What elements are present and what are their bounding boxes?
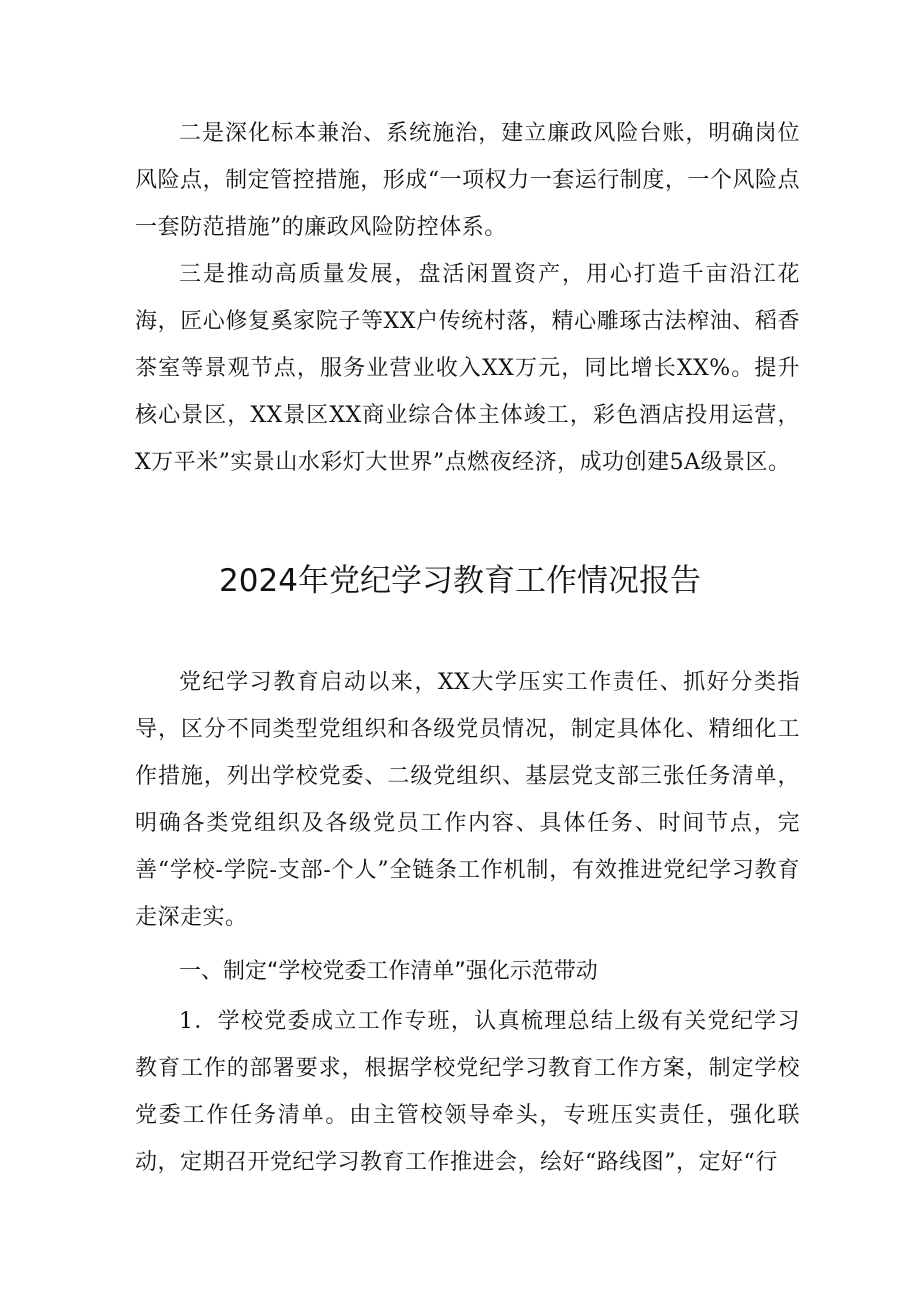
body-paragraph: 三是推动高质量发展，盘活闲置资产，用心打造千亩沿江花海，匠心修复奚家院子等XX户传统村落，精心雕琢古法榨油、稻香茶室等景观节点，服务业营业收入XX万元，同比增长XX%。提升核心景区，XX景区XX商业综合体主体竣工，彩色酒店投用运营，X万平米”实景山水彩灯大世界”点燃夜经济，成功创建5A级景区。	[135, 262, 800, 475]
body-paragraph: 二是深化标本兼治、系统施治，建立廉政风险台账，明确岗位风险点，制定管控措施，形成“一项权力一套运行制度，一个风险点一套防范措施”的廉政风险防控体系。	[135, 121, 800, 240]
report-title: 2024年党纪学习教育工作情况报告	[219, 563, 701, 599]
section-heading: 一、制定“学校党委工作清单”强化示范带动	[179, 959, 598, 984]
intro-paragraph: 党纪学习教育启动以来，XX大学压实工作责任、抓好分类指导，区分不同类型党组织和各级党员情况，制定具体化、精细化工作措施，列出学校党委、二级党组织、基层党支部三张任务清单，明确各类党组织及各级党员工作内容、具体任务、时间节点，完善“学校-学院-支部-个人”全链条工作机制，有效推进党纪学习教育走深走实。	[135, 670, 800, 930]
numbered-item: 1．学校党委成立工作专班，认真梳理总结上级有关党纪学习教育工作的部署要求，根据学校党纪学习教育工作方案，制定学校党委工作任务清单。由主管校领导牵头，专班压实责任，强化联动，定期召开党纪学习教育工作推进会，绘好“路线图”，定好“行	[135, 1009, 800, 1175]
